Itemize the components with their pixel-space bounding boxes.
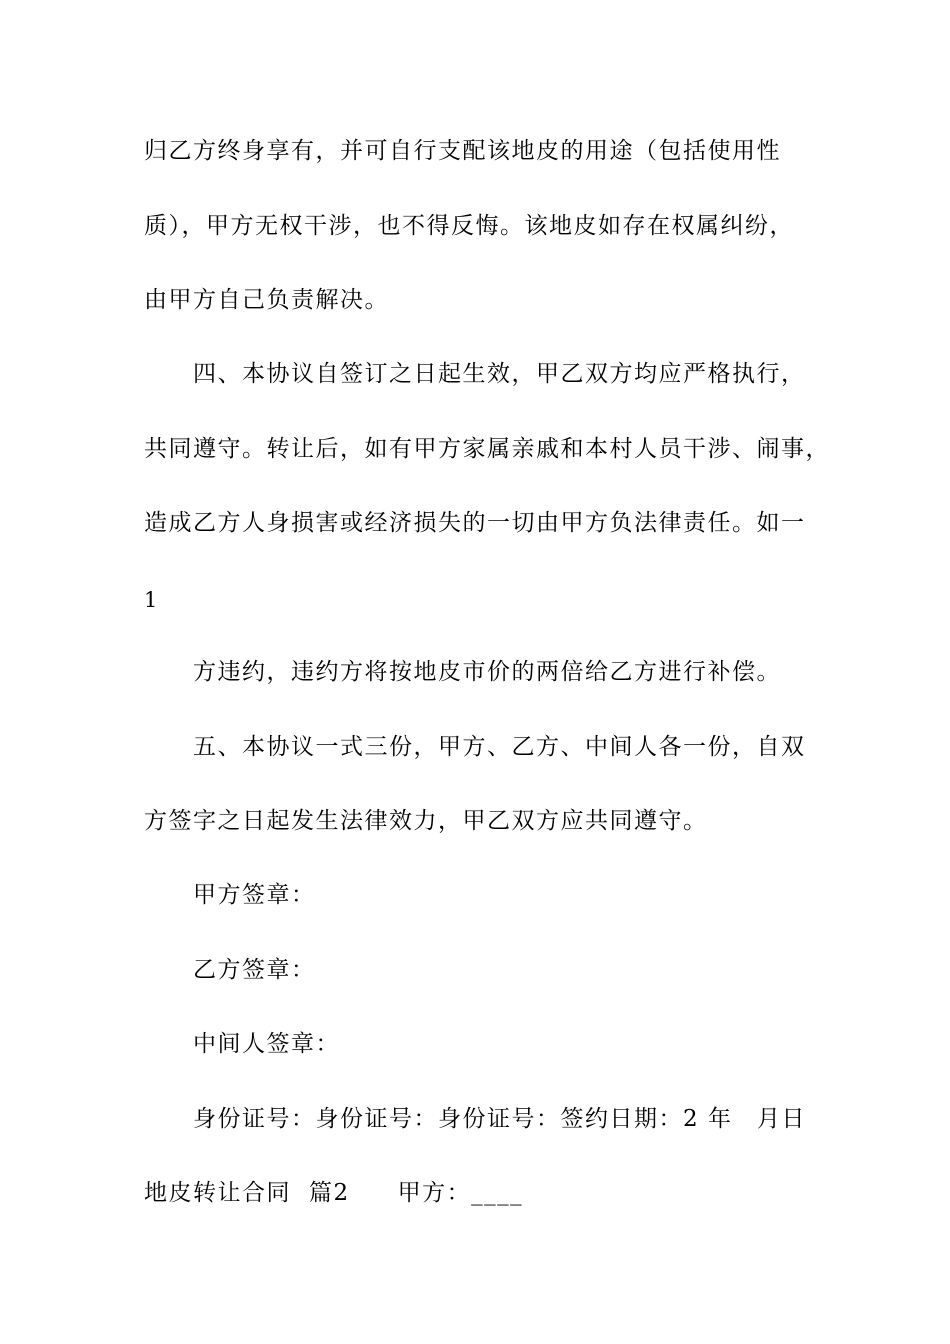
clause-four-line: 四、本协议自签订之日起生效，甲乙双方均应严格执行， (193, 361, 806, 387)
intermediary-signature-label: 中间人签章： (193, 1031, 340, 1057)
paragraph-line: 造成乙方人身损害或经济损失的一切由甲方负法律责任。如一 (144, 510, 806, 536)
paragraph-line: 共同遵守。转让后，如有甲方家属亲戚和本村人员干涉、闹事， (144, 436, 830, 462)
id-and-date-line: 身份证号：身份证号：身份证号：签约日期：2 年 月日 (193, 1106, 806, 1132)
section-label: 篇2 (309, 1180, 350, 1206)
party-b-signature-label: 乙方签章： (193, 957, 316, 983)
page-number: 1 (144, 588, 159, 612)
contract-title: 地皮转让合同 (144, 1180, 291, 1206)
paragraph-line: 质），甲方无权干涉，也不得反悔。该地皮如存在权属纠纷， (144, 213, 794, 239)
clause-five-line: 五、本协议一式三份，甲方、乙方、中间人各一份，自双 (193, 734, 806, 760)
paragraph-line: 归乙方终身享有，并可自行支配该地皮的用途（包括使用性 (144, 138, 781, 164)
party-a-signature-label: 甲方签章： (193, 882, 316, 908)
paragraph-line: 方签字之日起发生法律效力，甲乙双方应共同遵守。 (144, 808, 708, 834)
paragraph-line: 方违约，违约方将按地皮市价的两倍给乙方进行补偿。 (193, 659, 781, 685)
party-a-label: 甲方：____ (397, 1180, 524, 1206)
contract-title-line (144, 1178, 523, 1208)
paragraph-line: 由甲方自己负责解决。 (144, 287, 389, 313)
